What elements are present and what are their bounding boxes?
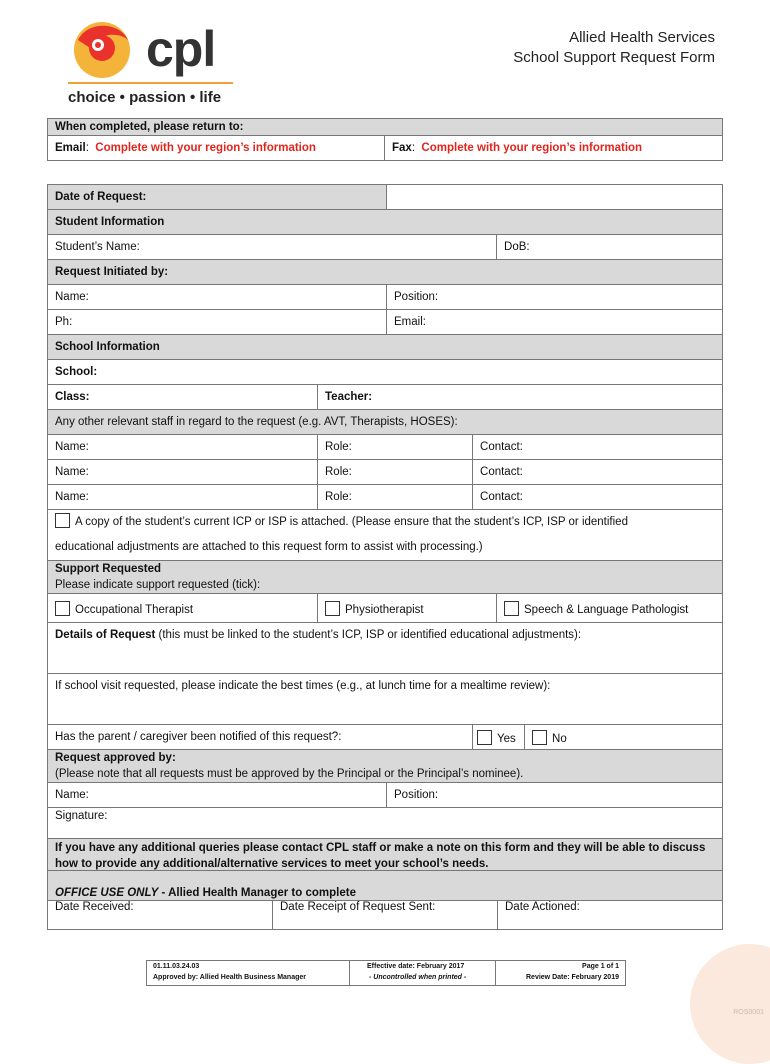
speech-checkbox[interactable] bbox=[504, 601, 519, 616]
approval-note: (Please note that all requests must be approved by the Principal or the Principal’s nominee). bbox=[55, 768, 524, 780]
support-requested-label: Support Requested bbox=[55, 563, 162, 575]
return-email-cell: Email: Complete with your region’s information bbox=[48, 136, 385, 161]
corner-watermark bbox=[690, 944, 770, 1064]
class-field[interactable]: Class: bbox=[48, 385, 318, 410]
staff-1-role-field[interactable]: Role: bbox=[318, 435, 473, 460]
queries-note: If you have any additional queries please contact CPL staff or make a note on this form and they will be able to discuss how to provide any additional/alternative services to meet your school’s needs. bbox=[48, 839, 723, 874]
page-number: Page 1 of 1 bbox=[582, 963, 619, 970]
logo-tagline: choice • passion • life bbox=[68, 89, 222, 106]
request-form-table bbox=[47, 184, 723, 874]
staff-2-contact-field[interactable]: Contact: bbox=[473, 460, 723, 485]
school-field[interactable]: School: bbox=[48, 360, 723, 385]
no-option[interactable]: No bbox=[525, 725, 723, 750]
student-name-field[interactable]: Student’s Name: bbox=[48, 235, 497, 260]
uncontrolled-note: - Uncontrolled when printed - bbox=[369, 974, 467, 981]
email-label: Email bbox=[55, 142, 86, 154]
ot-checkbox[interactable] bbox=[55, 601, 70, 616]
document-control-footer bbox=[146, 960, 626, 986]
footer-divider-1 bbox=[349, 961, 350, 985]
footer-divider-2 bbox=[495, 961, 496, 985]
title-line-1: Allied Health Services bbox=[569, 29, 715, 46]
yes-checkbox[interactable] bbox=[477, 730, 492, 745]
logo-wordmark: cpl bbox=[146, 21, 216, 77]
email-value: Complete with your region’s information bbox=[95, 142, 316, 154]
icp-line-1: A copy of the student’s current ICP or ISP is attached. (Please ensure that the student’s ICP, ISP or identified bbox=[75, 516, 628, 528]
office-use-table bbox=[47, 870, 723, 930]
request-initiated-heading: Request Initiated by: bbox=[48, 260, 723, 285]
staff-1-name-field[interactable]: Name: bbox=[48, 435, 318, 460]
date-received-field[interactable]: Date Received: bbox=[48, 901, 273, 930]
page-header bbox=[0, 0, 770, 112]
support-instructions: Please indicate support requested (tick): bbox=[55, 579, 261, 591]
teacher-field[interactable]: Teacher: bbox=[318, 385, 723, 410]
icp-line-2: educational adjustments are attached to this request form to assist with processing.) bbox=[55, 541, 483, 553]
initiator-email-field[interactable]: Email: bbox=[387, 310, 723, 335]
office-use-heading: OFFICE USE ONLY - Allied Health Manager to complete bbox=[48, 871, 723, 901]
review-date: Review Date: February 2019 bbox=[526, 974, 619, 981]
signature-field[interactable]: Signature: bbox=[48, 808, 723, 839]
staff-3-name-field[interactable]: Name: bbox=[48, 485, 318, 510]
parent-notified-label: Has the parent / caregiver been notified of this request?: bbox=[48, 725, 473, 750]
school-info-heading: School Information bbox=[48, 335, 723, 360]
staff-2-name-field[interactable]: Name: bbox=[48, 460, 318, 485]
no-checkbox[interactable] bbox=[532, 730, 547, 745]
fax-label: Fax bbox=[392, 142, 412, 154]
initiator-phone-field[interactable]: Ph: bbox=[48, 310, 387, 335]
icp-attached-row bbox=[48, 510, 723, 561]
yes-option[interactable]: Yes bbox=[473, 725, 525, 750]
date-of-request-field[interactable] bbox=[387, 185, 723, 210]
approver-name-field[interactable]: Name: bbox=[48, 783, 387, 808]
return-fax-cell: Fax: Complete with your region’s information bbox=[385, 136, 723, 161]
date-receipt-sent-field[interactable]: Date Receipt of Request Sent: bbox=[273, 901, 498, 930]
cpl-logo-icon bbox=[68, 18, 148, 80]
cpl-logo bbox=[68, 18, 238, 110]
student-info-heading: Student Information bbox=[48, 210, 723, 235]
dob-field[interactable]: DoB: bbox=[497, 235, 723, 260]
doc-number: 01.11.03.24.03 bbox=[153, 963, 200, 970]
physio-option[interactable]: Physiotherapist bbox=[318, 594, 497, 623]
initiator-name-field[interactable]: Name: bbox=[48, 285, 387, 310]
fax-value: Complete with your region’s information bbox=[421, 142, 643, 154]
physio-checkbox[interactable] bbox=[325, 601, 340, 616]
approved-by-label: Request approved by: bbox=[55, 752, 176, 764]
return-to-table bbox=[47, 118, 723, 161]
school-visit-times-field[interactable]: If school visit requested, please indicate the best times (e.g., at lunch time for a mealtime review): bbox=[48, 674, 723, 725]
staff-3-contact-field[interactable]: Contact: bbox=[473, 485, 723, 510]
staff-1-contact-field[interactable]: Contact: bbox=[473, 435, 723, 460]
details-of-request-field[interactable]: Details of Request (this must be linked to the student’s ICP, ISP or identified educational adjustments): bbox=[48, 623, 723, 674]
staff-3-role-field[interactable]: Role: bbox=[318, 485, 473, 510]
date-of-request-label: Date of Request: bbox=[48, 185, 387, 210]
icp-attached-checkbox[interactable] bbox=[55, 513, 70, 528]
corner-code: ROS0001 bbox=[733, 1009, 764, 1016]
form-title bbox=[513, 28, 715, 68]
return-heading: When completed, please return to: bbox=[48, 119, 723, 136]
staff-2-role-field[interactable]: Role: bbox=[318, 460, 473, 485]
other-staff-heading: Any other relevant staff in regard to the request (e.g. AVT, Therapists, HOSES): bbox=[48, 410, 723, 435]
speech-option[interactable]: Speech & Language Pathologist bbox=[497, 594, 723, 623]
approval-heading bbox=[48, 750, 723, 783]
effective-date: Effective date: February 2017 bbox=[367, 963, 465, 970]
initiator-position-field[interactable]: Position: bbox=[387, 285, 723, 310]
date-actioned-field[interactable]: Date Actioned: bbox=[498, 901, 723, 930]
title-line-2: School Support Request Form bbox=[513, 49, 715, 66]
approver-position-field[interactable]: Position: bbox=[387, 783, 723, 808]
support-requested-heading bbox=[48, 561, 723, 594]
logo-divider bbox=[68, 82, 233, 84]
footer-approved-by: Approved by: Allied Health Business Manager bbox=[153, 974, 306, 981]
ot-option[interactable]: Occupational Therapist bbox=[48, 594, 318, 623]
